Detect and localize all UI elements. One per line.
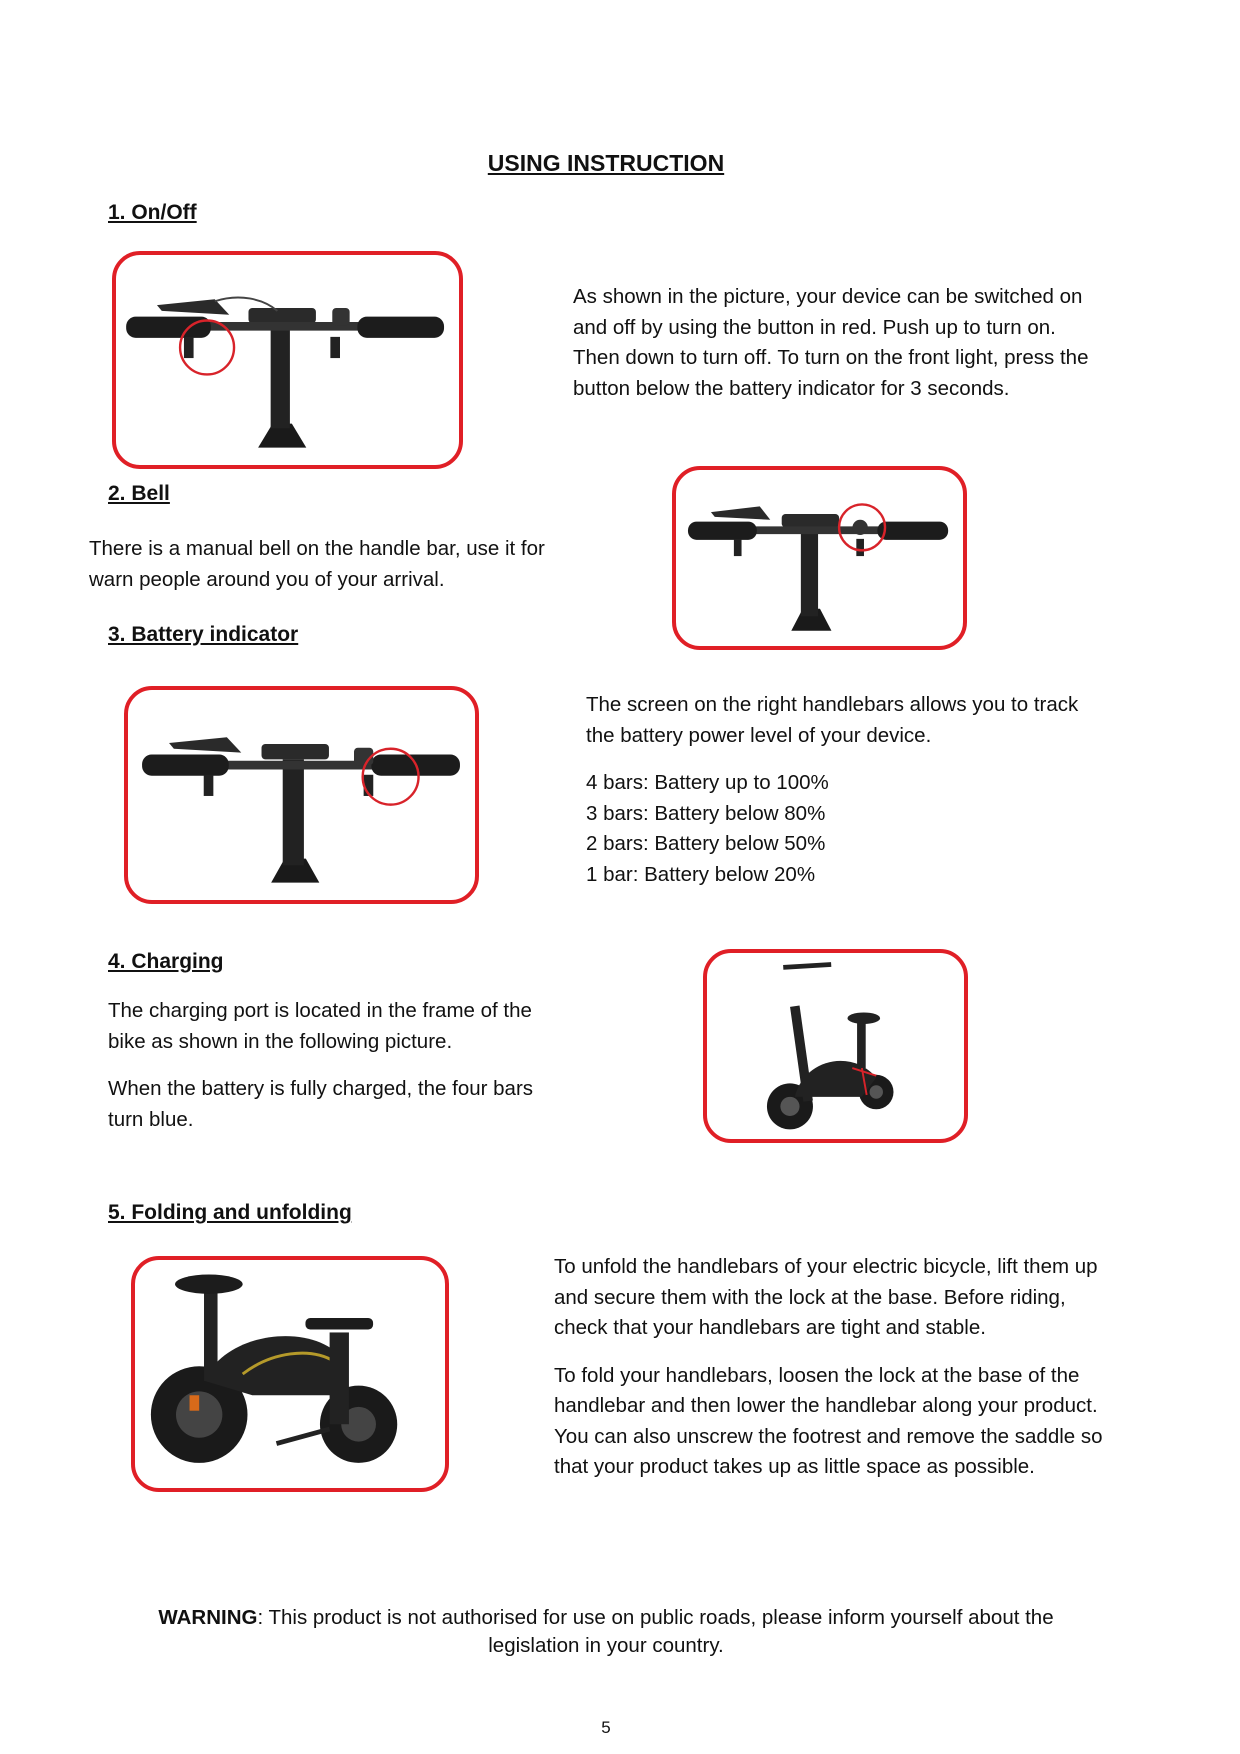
warning-notice <box>120 1604 1092 1660</box>
section-text-folding <box>554 1252 1114 1500</box>
folding-image <box>131 1256 449 1492</box>
list-item: 3 bars: Battery below 80% <box>586 801 826 825</box>
charging-image <box>703 949 968 1143</box>
paragraph: The screen on the right handlebars allows you to track the battery power level of your device. <box>586 693 1079 747</box>
section-heading-charging: 4. Charging <box>108 950 224 973</box>
section-heading-battery: 3. Battery indicator <box>108 623 299 646</box>
battery-levels-list <box>586 768 1106 890</box>
section-heading-folding: 5. Folding and unfolding <box>108 1201 352 1224</box>
paragraph: The charging port is located in the frame of the bike as shown in the following picture. <box>108 999 532 1053</box>
list-item: 1 bar: Battery below 20% <box>586 862 816 886</box>
battery-image <box>124 686 479 904</box>
ebike-photo <box>707 953 964 1139</box>
bell-image <box>672 466 967 650</box>
paragraph: As shown in the picture, your device can be switched on and off by using the button in red. Push up to turn on. Then down to turn off. To turn on the front light, press the button below the battery indicator for 3 seconds. <box>573 285 1089 400</box>
section-heading-bell: 2. Bell <box>108 482 170 505</box>
handlebar-photo <box>128 690 475 900</box>
paragraph: When the battery is fully charged, the four bars turn blue. <box>108 1077 534 1131</box>
page-number: 5 <box>601 1718 611 1737</box>
page-title: USING INSTRUCTION <box>487 150 725 176</box>
section-heading-on-off: 1. On/Off <box>108 201 197 224</box>
section-text-charging <box>108 996 548 1152</box>
handlebar-photo <box>116 255 459 465</box>
warning-text: : This product is not authorised for use on public roads, please inform yourself about the legislation in your country. <box>257 1606 1054 1657</box>
ebike-photo <box>135 1260 445 1488</box>
section-text-bell <box>89 534 569 612</box>
paragraph: There is a manual bell on the handle bar, use it for warn people around you of your arrival. <box>89 537 545 591</box>
onoff-image <box>112 251 463 469</box>
list-item: 2 bars: Battery below 50% <box>586 832 826 855</box>
section-text-on-off <box>573 282 1093 421</box>
section-text-battery <box>586 690 1106 890</box>
list-item: 4 bars: Battery up to 100% <box>586 771 829 794</box>
paragraph: To unfold the handlebars of your electric bicycle, lift them up and secure them with the lock at the base. Before riding, check that your handlebars are tight and stable. <box>554 1255 1098 1339</box>
warning-label: WARNING <box>158 1606 258 1629</box>
paragraph: To fold your handlebars, loosen the lock at the base of the handlebar and then lower the handlebar along your product. You can also unscrew the footrest and remove the saddle so that your product takes up as little space as possible. <box>554 1363 1103 1478</box>
handlebar-photo <box>676 470 963 646</box>
